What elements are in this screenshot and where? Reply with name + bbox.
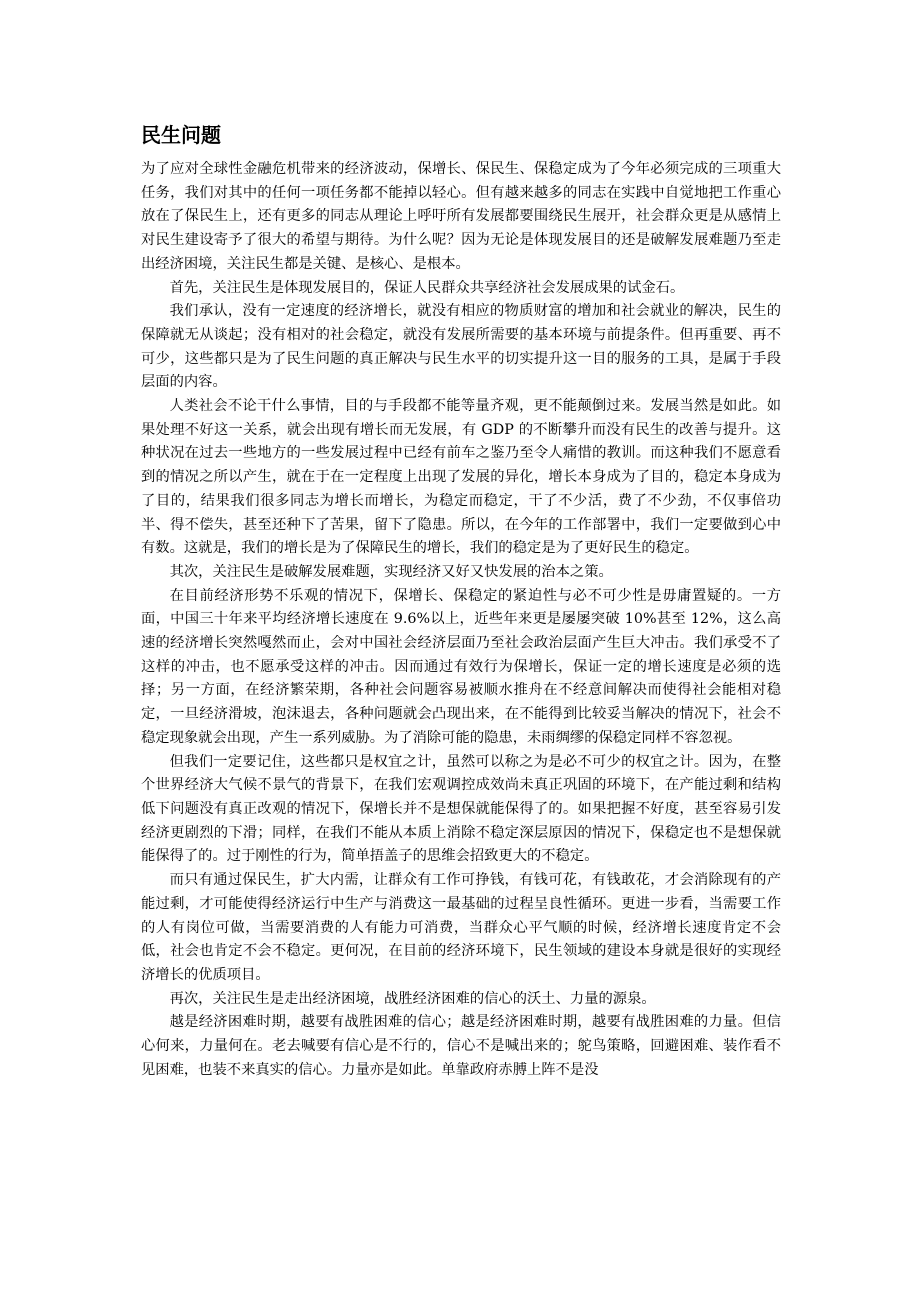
paragraph: 越是经济困难时期，越要有战胜困难的信心；越是经济困难时期，越要有战胜困难的力量。但信心何来，力量何在。老去喊要有信心是不行的，信心不是喊出来的；鸵鸟策略，回避困难、装作看不见困难，也装不来真实的信心。力量亦是如此。单靠政府赤膊上阵不是没 — [141, 1014, 781, 1078]
paragraph-second-point: 其次，关注民生是破解发展难题，实现经济又好又快发展的治本之策。 — [169, 563, 613, 580]
paragraph-intro: 为了应对全球性金融危机带来的经济波动，保增长、保民生、保稳定成为了今年必须完成的三项重大任务，我们对其中的任何一项任务都不能掉以轻心。但有越来越多的同志在实践中自觉地把工作重心放在了保民生上，还有更多的同志从理论上呼吁所有发展都要围绕民生展开，社会群众更是从感情上对民生建设寄予了很大的希望与期待。为什么呢？因为无论是体现发展目的还是破解发展难题乃至走出经济困境，关注民生都是关键、是核心、是根本。 — [141, 161, 781, 272]
paragraph: 我们承认，没有一定速度的经济增长，就没有相应的物质财富的增加和社会就业的解决，民生的保障就无从谈起；没有相对的社会稳定，就没有发展所需要的基本环境与前提条件。但再重要、再不可少，这些都只是为了民生问题的真正解决与民生水平的切实提升这一目的服务的工具，是属于手段层面的内容。 — [141, 303, 781, 391]
paragraph: 但我们一定要记住，这些都只是权宜之计，虽然可以称之为是必不可少的权宜之计。因为，在整个世界经济大气候不景气的背景下，在我们宏观调控成效尚未真正巩固的环境下，在产能过剩和结构低下问题没有真正改观的情况下，保增长并不是想保就能保得了的。如果把握不好度，甚至容易引发经济更剧烈的下滑；同样，在我们不能从本质上消除不稳定深层原因的情况下，保稳定也不是想保就能保得了的。过于刚性的行为，简单捂盖子的思维会招致更大的不稳定。 — [141, 753, 781, 865]
paragraph: 而只有通过保民生，扩大内需，让群众有工作可挣钱，有钱可花，有钱敢花，才会消除现有的产能过剩，才可能使得经济运行中生产与消费这一最基础的过程呈良性循环。更进一步看，当需要工作的人有岗位可做，当需要消费的人有能力可消费，当群众心平气顺的时候，经济增长速度肯定不会低，社会也肯定不会不稳定。更何况，在目前的经济环境下，民生领域的建设本身就是很好的实现经济增长的优质项目。 — [141, 872, 781, 983]
paragraph-first-point: 首先，关注民生是体现发展目的，保证人民群众共享经济社会发展成果的试金石。 — [169, 279, 685, 296]
document-page — [141, 118, 781, 1082]
paragraph-third-point: 再次，关注民生是走出经济困境，战胜经济困难的信心的沃土、力量的源泉。 — [169, 990, 656, 1007]
document-title: 民生问题 — [141, 123, 221, 147]
paragraph: 人类社会不论干什么事情，目的与手段都不能等量齐观，更不能颠倒过来。发展当然是如此。如果处理不好这一关系，就会出现有增长而无发展，有 GDP 的不断攀升而没有民生的改善与提升。这种状况在过去一些地方的一些发展过程中已经有前车之鉴乃至令人痛惜的教训。而这种我们不愿意看到的情况之所以产生，就在于在一定程度上出现了发展的异化，增长本身成为了目的，稳定本身成为了目的，结果我们很多同志为增长而增长，为稳定而稳定，干了不少活，费了不少劲，不仅事倍功半、得不偿失，甚至还种下了苦果，留下了隐患。所以，在今年的工作部署中，我们一定要做到心中有数。这就是，我们的增长是为了保障民生的增长，我们的稳定是为了更好民生的稳定。 — [141, 398, 781, 557]
paragraph: 在目前经济形势不乐观的情况下，保增长、保稳定的紧迫性与必不可少性是毋庸置疑的。一方面，中国三十年来平均经济增长速度在 9.6%以上，近些年来更是屡屡突破 10%甚至 12%，这么高速的经济增长突然嘎然而止，会对中国社会经济层面乃至社会政治层面产生巨大冲击。我们承受不了这样的冲击，也不愿承受这样的冲击。因而通过有效行为保增长，保证一定的增长速度是必须的选择；另一方面，在经济繁荣期，各种社会问题容易被顺水推舟在不经意间解决而使得社会能相对稳定，一旦经济滑坡，泡沫退去，各种问题就会凸现出来，在不能得到比较妥当解决的情况下，社会不稳定现象就会出现，产生一系列威胁。为了消除可能的隐患，未雨绸缪的保稳定同样不容忽视。 — [141, 587, 781, 746]
